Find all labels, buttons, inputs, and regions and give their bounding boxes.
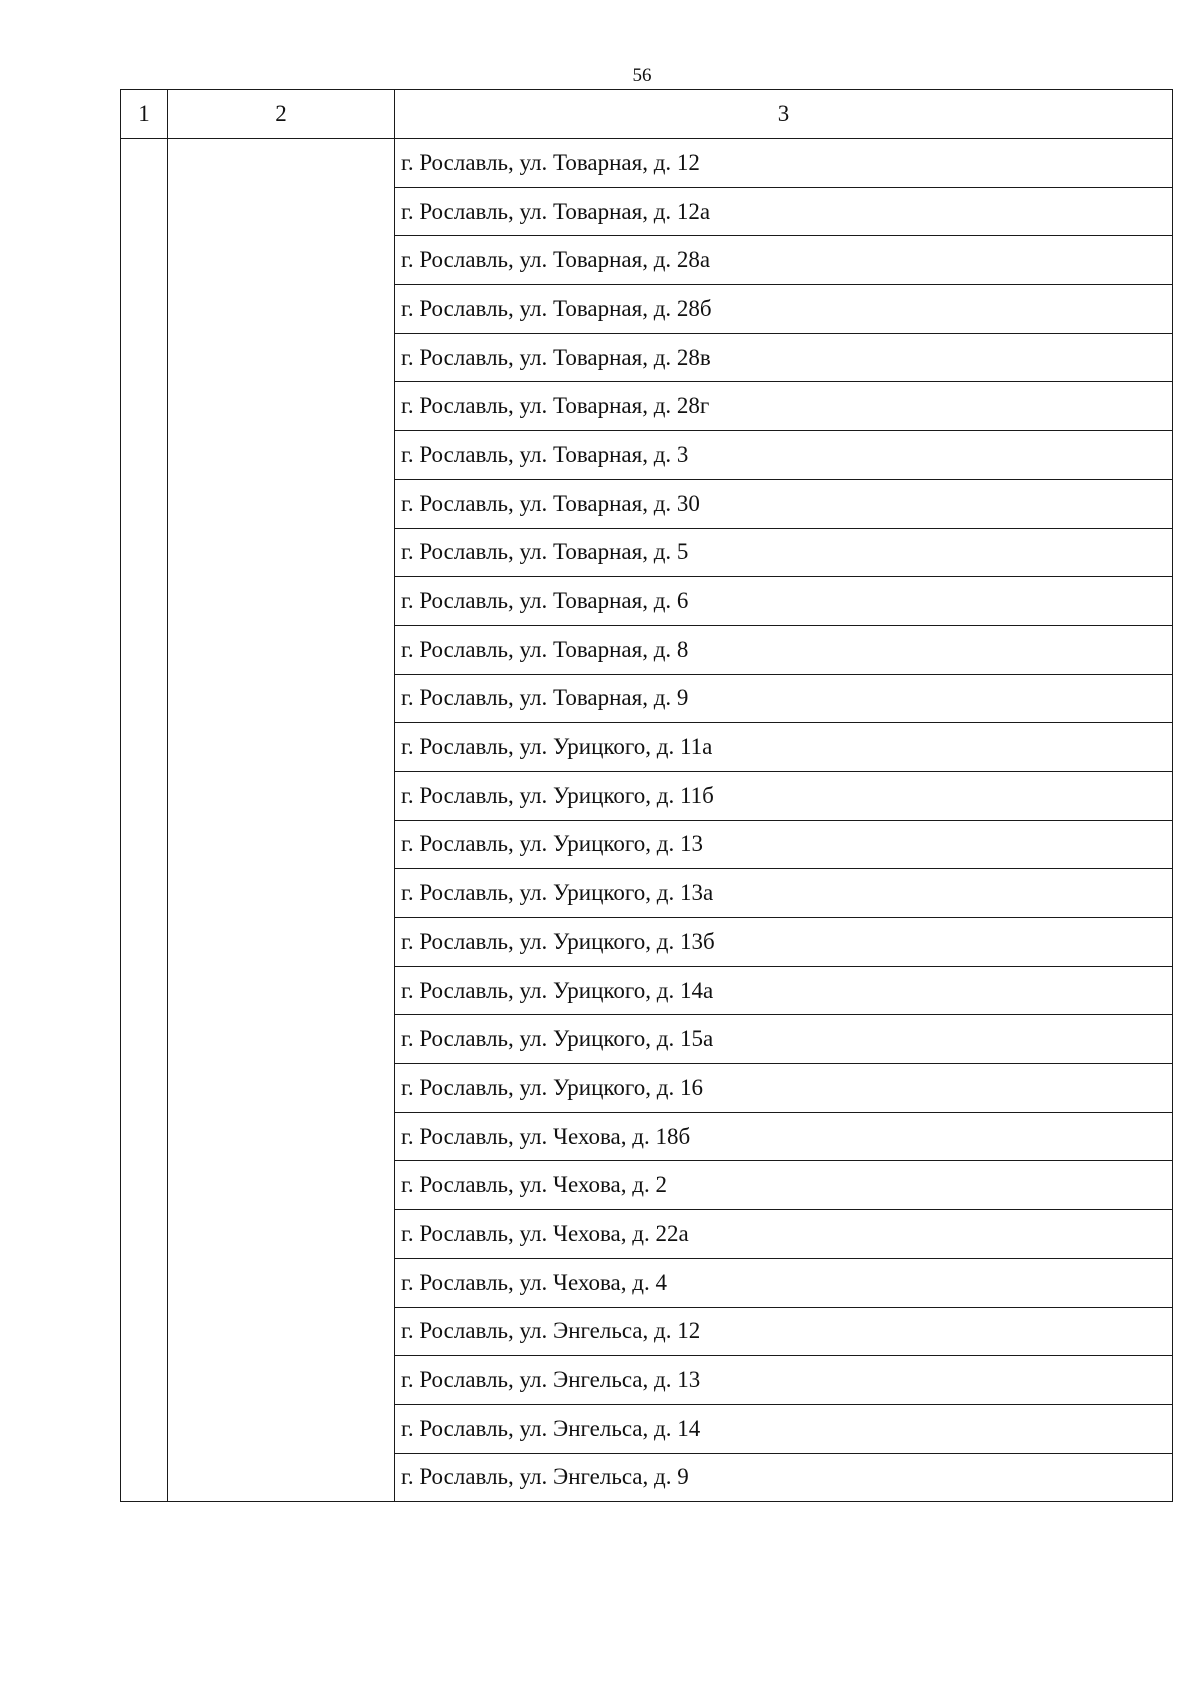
header-col-3: 3 [395,90,1173,139]
merged-cell-col-2 [168,139,395,1502]
address-cell: г. Рославль, ул. Урицкого, д. 14а [395,966,1173,1015]
address-cell: г. Рославль, ул. Чехова, д. 18б [395,1112,1173,1161]
address-table [120,89,1173,1502]
table-header-row [121,90,1173,139]
address-cell: г. Рославль, ул. Товарная, д. 28в [395,333,1173,382]
address-cell: г. Рославль, ул. Товарная, д. 28г [395,382,1173,431]
address-cell: г. Рославль, ул. Урицкого, д. 11а [395,723,1173,772]
address-cell: г. Рославль, ул. Товарная, д. 3 [395,431,1173,480]
address-cell: г. Рославль, ул. Товарная, д. 9 [395,674,1173,723]
address-cell: г. Рославль, ул. Энгельса, д. 12 [395,1307,1173,1356]
address-cell: г. Рославль, ул. Чехова, д. 4 [395,1258,1173,1307]
address-cell: г. Рославль, ул. Товарная, д. 28а [395,236,1173,285]
address-cell: г. Рославль, ул. Энгельса, д. 14 [395,1404,1173,1453]
address-cell: г. Рославль, ул. Урицкого, д. 13б [395,918,1173,967]
address-cell: г. Рославль, ул. Урицкого, д. 15а [395,1015,1173,1064]
header-col-1: 1 [121,90,168,139]
address-cell: г. Рославль, ул. Товарная, д. 6 [395,577,1173,626]
address-cell: г. Рославль, ул. Товарная, д. 8 [395,625,1173,674]
address-cell: г. Рославль, ул. Энгельса, д. 9 [395,1453,1173,1502]
address-cell: г. Рославль, ул. Товарная, д. 12а [395,187,1173,236]
address-cell: г. Рославль, ул. Чехова, д. 2 [395,1161,1173,1210]
address-cell: г. Рославль, ул. Урицкого, д. 16 [395,1064,1173,1113]
address-cell: г. Рославль, ул. Чехова, д. 22а [395,1210,1173,1259]
address-cell: г. Рославль, ул. Урицкого, д. 13а [395,869,1173,918]
header-col-2: 2 [168,90,395,139]
table-row [121,139,1173,188]
address-cell: г. Рославль, ул. Товарная, д. 30 [395,479,1173,528]
page-number: 56 [632,65,652,86]
address-cell: г. Рославль, ул. Урицкого, д. 13 [395,820,1173,869]
address-cell: г. Рославль, ул. Энгельса, д. 13 [395,1356,1173,1405]
address-cell: г. Рославль, ул. Урицкого, д. 11б [395,771,1173,820]
merged-cell-col-1 [121,139,168,1502]
address-cell: г. Рославль, ул. Товарная, д. 5 [395,528,1173,577]
address-cell: г. Рославль, ул. Товарная, д. 28б [395,285,1173,334]
table-body [121,90,1173,1502]
address-cell: г. Рославль, ул. Товарная, д. 12 [395,139,1173,188]
